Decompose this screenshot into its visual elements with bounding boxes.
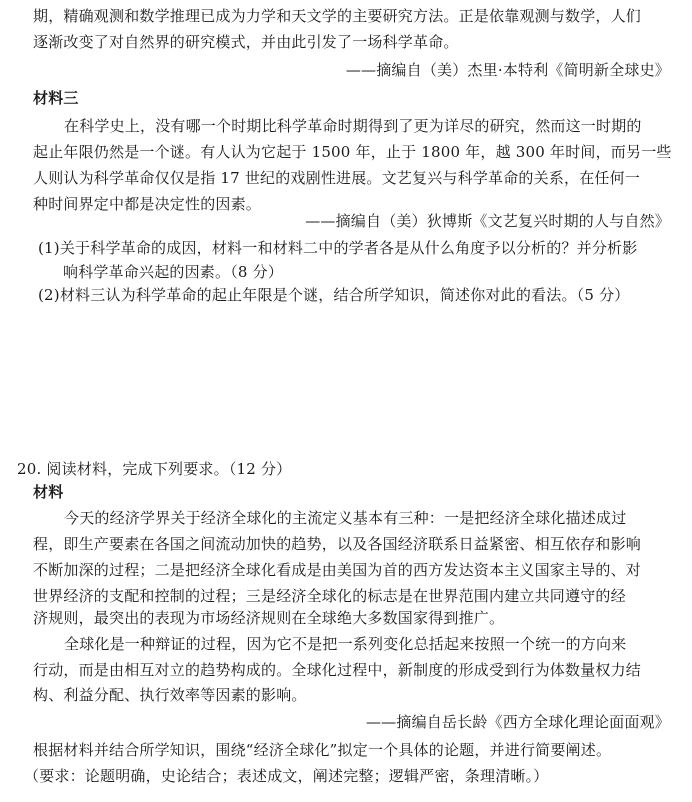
intro-line-2: 逐渐改变了对自然界的研究模式，并由此引发了一场科学革命。 — [33, 33, 459, 51]
question-1-line-2: 响科学革命兴起的因素。（8 分） — [63, 263, 284, 281]
intro-source: ——摘编自（美）杰里·本特利《简明新全球史》 — [345, 61, 670, 79]
material3-heading: 材料三 — [33, 89, 79, 107]
question-20-title: 20. 阅读材料，完成下列要求。（12 分） — [17, 460, 292, 478]
task-line-1: 根据材料并结合所学知识，围绕“经济全球化”拟定一个具体的论题，并进行简要阐述。 — [33, 741, 612, 759]
material3-line-3: 人则认为科学革命仅仅是指 17 世纪的戏剧性进展。文艺复兴与科学革命的关系，在任何一 — [33, 169, 641, 187]
para2-line-2: 行动，而是由相互对立的趋势构成的。全球化过程中，新制度的形成受到行为体数量权力结 — [33, 661, 642, 679]
question-2: (2)材料三认为科学革命的起止年限是个谜，结合所学知识，简述你对此的看法。（5 分） — [38, 286, 630, 304]
material-source: ——摘编自岳长龄《西方全球化理论面面观》 — [365, 713, 670, 731]
material-heading: 材料 — [33, 483, 64, 501]
intro-line-1: 期，精确观测和数学推理已成为力学和天文学的主要研究方法。正是依靠观测与数学，人们 — [33, 7, 642, 25]
material3-source: ——摘编自（美）狄博斯《文艺复兴时期的人与自然》 — [305, 212, 670, 230]
para1-line-1: 今天的经济学界关于经济全球化的主流定义基本有三种：一是把经济全球化描述成过 — [64, 509, 627, 527]
question-1-line-1: (1)关于科学革命的成因，材料一和材料二中的学者各是从什么角度予以分析的？并分析影 — [38, 239, 638, 257]
para2-line-1: 全球化是一种辩证的过程，因为它不是把一系列变化总括起来按照一个统一的方向来 — [64, 635, 627, 653]
para1-line-4: 世界经济的支配和控制的过程；三是经济全球化的标志是在世界范围内建立共同遵守的经 — [33, 587, 626, 605]
para1-line-2: 程，即生产要素在各国之间流动加快的趋势，以及各国经济联系日益紧密、相互依存和影响 — [33, 535, 642, 553]
para1-line-5: 济规则，最突出的表现为市场经济规则在全球绝大多数国家得到推广。 — [33, 609, 505, 627]
material3-line-4: 种时间界定中都是决定性的因素。 — [33, 195, 262, 213]
para1-line-3: 不断加深的过程；二是把经济全球化看成是由美国为首的西方发达资本主义国家主导的、对 — [33, 561, 642, 579]
material3-line-2: 起止年限仍然是一个谜。有人认为它起于 1500 年，止于 1800 年，越 300 年时间，而另一些 — [33, 143, 672, 161]
material3-line-1: 在科学史上，没有哪一个时期比科学革命时期得到了更为详尽的研究，然而这一时期的 — [64, 117, 642, 135]
para2-line-3: 构、利益分配、执行效率等因素的影响。 — [33, 686, 307, 704]
task-line-2: （要求：论题明确，史论结合；表述成文，阐述完整；逻辑严密，条理清晰。） — [24, 767, 549, 785]
